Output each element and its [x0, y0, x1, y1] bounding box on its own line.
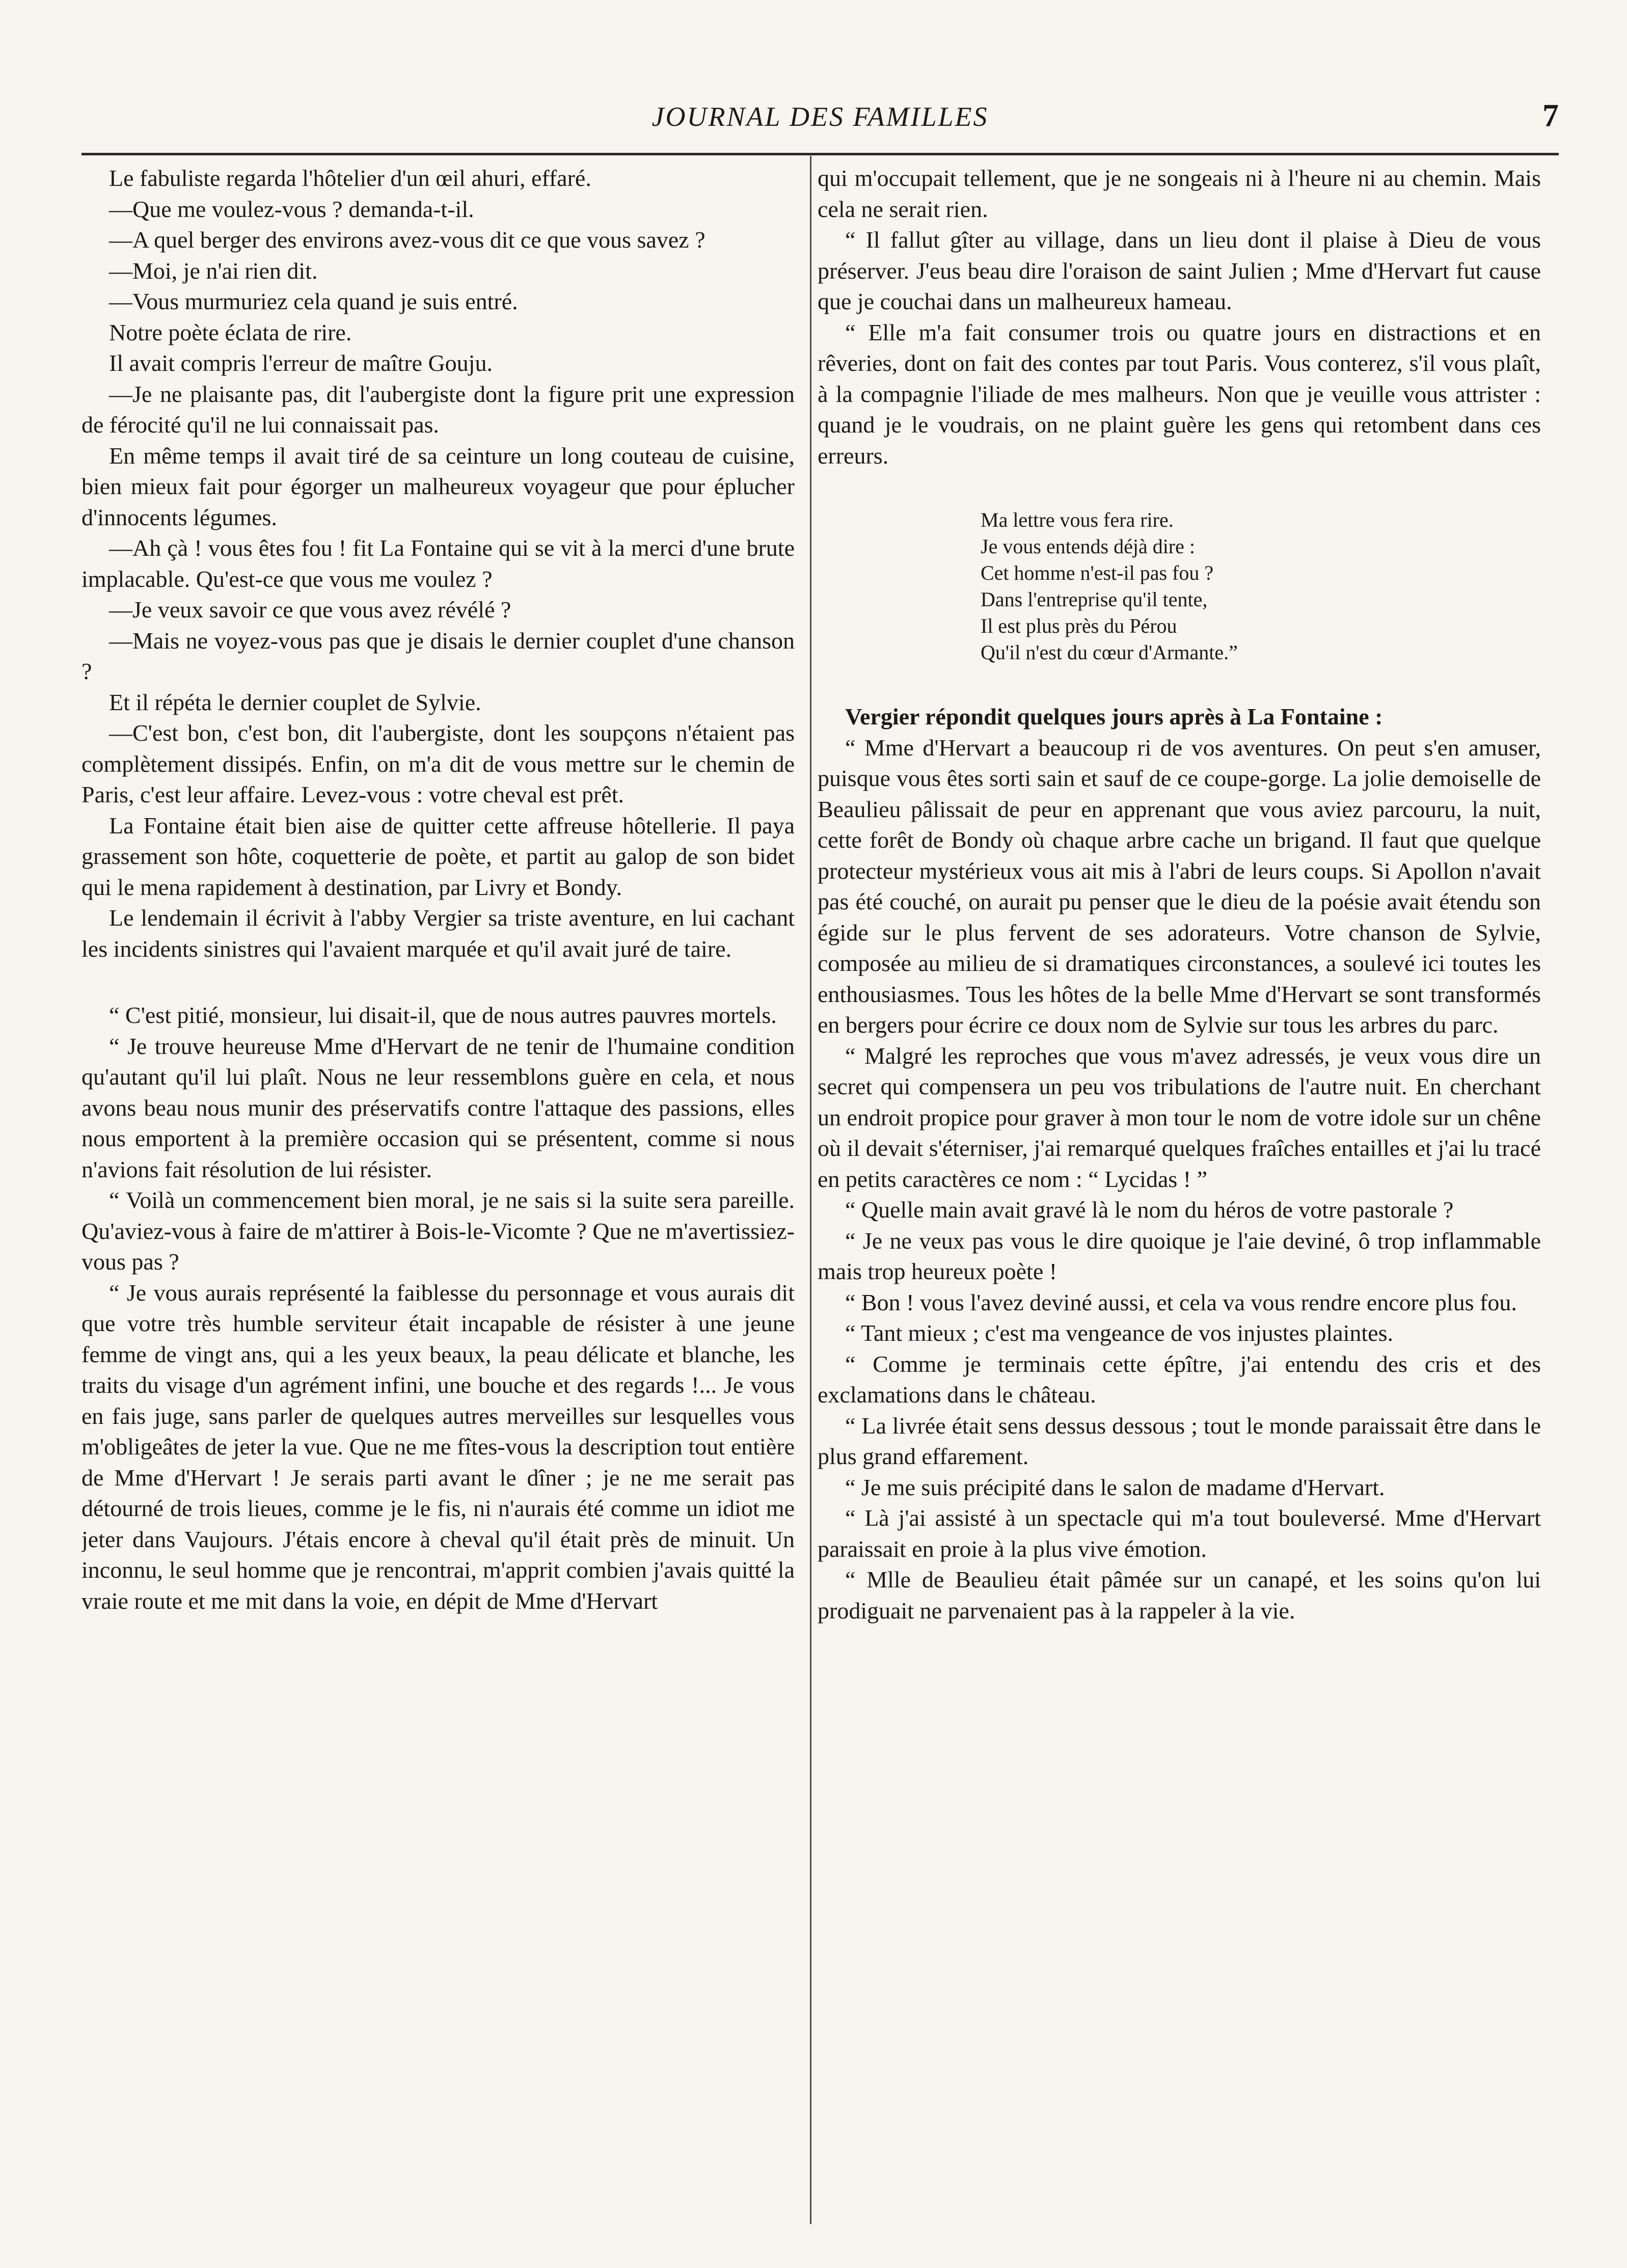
- letter-paragraph: “ Je vous aurais représenté la faiblesse du personnage et vous aurais dit que votre très humble serviteur était incapable de résister à une jeune femme de vingt ans, qui a les yeux beaux, la peau délicate et blanche, les traits du visage d'un agrément infini, une bouche et des regards !... Je vous en fais juge, sans parler de quelques autres merveilles sur lesquelles vous m'obligeâtes de jeter la vue. Que ne me fîtes-vous la description tout entière de Mme d'Hervart ! Je serais parti avant le dîner ; je ne me serait pas détourné de trois lieues, comme je le fis, ni n'aurais été comme un idiot me jeter dans Vaujours. J'étais encore à cheval qu'il était près de minuit. Un inconnu, le seul homme que je rencontrai, m'apprit combien j'avais quitté la vraie route et me mit dans la voie, en dépit de Mme d'Hervart: [82, 1279, 795, 1614]
- verse-line: Cet homme n'est-il pas fou ?: [981, 561, 1214, 584]
- paragraph: —A quel berger des environs avez-vous dit ce que vous savez ?: [109, 227, 706, 253]
- paragraph: —Je veux savoir ce que vous avez révélé ?: [109, 597, 511, 623]
- letter-paragraph: “ Malgré les reproches que vous m'avez adressés, je veux vous dire un secret qui compensera un peu vos tribulations de l'autre nuit. En cherchant un endroit propice pour graver à mon tour le nom de votre idole sur un chêne où il devait s'éterniser, j'ai remarqué quelques fraîches entailles et j'ai lu tracé en petits caractères ce nom : “ Lycidas ! ”: [818, 1042, 1541, 1192]
- verse-line: Qu'il n'est du cœur d'Armante.”: [981, 641, 1238, 664]
- letter-paragraph: “ Elle m'a fait consumer trois ou quatre jours en distractions et en rêveries, dont on fait des contes par tout Paris. Vous conterez, s'il vous plaît, à la compagnie l'iliade de mes malheurs. Non que je veuille vous attrister : quand je le voudrais, on ne plaint guère les gens qui retombent dans ces erreurs.: [818, 319, 1541, 469]
- journal-title: JOURNAL DES FAMILLES: [652, 101, 989, 132]
- paragraph: La Fontaine était bien aise de quitter cette affreuse hôtellerie. Il paya grassement son hôte, coquetterie de poète, et partit au galop de son bidet qui le mena rapidement à destination, par Livry et Bondy.: [82, 812, 795, 900]
- letter-paragraph: “ Bon ! vous l'avez deviné aussi, et cela va vous rendre encore plus fou.: [845, 1289, 1517, 1315]
- paragraph: En même temps il avait tiré de sa ceinture un long couteau de cuisine, bien mieux fait pour égorger un malheureux voyageur que pour éplucher d'innocents légumes.: [82, 442, 795, 530]
- column-divider: [810, 156, 811, 2224]
- letter-paragraph: “ Quelle main avait gravé là le nom du héros de votre pastorale ?: [845, 1197, 1454, 1223]
- letter-paragraph: “ La livrée était sens dessus dessous ; tout le monde paraissait être dans le plus grand effarement.: [818, 1412, 1541, 1469]
- verse-line: Je vous entends déjà dire :: [981, 535, 1195, 558]
- header-rule: [82, 153, 1559, 155]
- page-header: [82, 97, 1559, 158]
- letter-paragraph: “ Mme d'Hervart a beaucoup ri de vos aventures. On peut s'en amuser, puisque vous êtes sorti sain et sauf de ce coupe-gorge. La jolie demoiselle de Beaulieu pâlissait de peur en apprenant que vous aviez parcouru, la nuit, cette forêt de Bondy où chaque arbre cache un brigand. Il faut que quelque protecteur mystérieux vous ait mis à l'abri de leurs coups. Si Apollon n'avait pas été couché, on aurait pu penser que le dieu de la poésie avait étendu son égide sur le plus fervent de ses adorateurs. Votre chanson de Sylvie, composée au milieu de si dramatiques circonstances, a soulevé ici toutes les enthousiasmes. Tous les hôtes de la belle Mme d'Hervart se sont transformés en bergers pour écrire ce doux nom de Sylvie sur tous les arbres du parc.: [818, 734, 1541, 1038]
- paragraph: Le lendemain il écrivit à l'abby Vergier sa triste aventure, en lui cachant les incidents sinistres qui l'avaient marquée et qu'il avait juré de taire.: [82, 905, 795, 962]
- verse-line: Ma lettre vous fera rire.: [981, 508, 1174, 531]
- paragraph: —Mais ne voyez-vous pas que je disais le dernier couplet d'une chanson ?: [82, 627, 795, 684]
- letter-paragraph: “ Voilà un commencement bien moral, je ne sais si la suite sera pareille. Qu'aviez-vous à faire de m'attirer à Bois-le-Vicomte ? Que ne m'avertissiez-vous pas ?: [82, 1187, 795, 1275]
- letter-paragraph: “ Il fallut gîter au village, dans un lieu dont il plaise à Dieu de vous préserver. J'eus beau dire l'oraison de saint Julien ; Mme d'Hervart fut cause que je couchai dans un malheureux hameau.: [818, 227, 1541, 314]
- verse-line: Il est plus près du Pérou: [981, 614, 1177, 637]
- left-column: [82, 163, 795, 2231]
- letter-paragraph: “ Mlle de Beaulieu était pâmée sur un canapé, et les soins qu'on lui prodiguait ne parvenaient pas à la rappeler à la vie.: [818, 1567, 1541, 1624]
- paragraph: Il avait compris l'erreur de maître Gouju.: [109, 350, 493, 376]
- paragraph: Notre poète éclata de rire.: [109, 319, 352, 345]
- paragraph: Le fabuliste regarda l'hôtelier d'un œil ahuri, effaré.: [109, 165, 591, 191]
- right-column: [818, 163, 1541, 2231]
- reply-heading: Vergier répondit quelques jours après à La Fontaine :: [845, 704, 1383, 730]
- letter-paragraph: “ Je ne veux pas vous le dire quoique je l'aie deviné, ô trop inflammable mais trop heureux poète !: [818, 1227, 1541, 1284]
- letter-paragraph: qui m'occupait tellement, que je ne songeais ni à l'heure ni au chemin. Mais cela ne serait rien.: [818, 165, 1541, 222]
- verse-block: [981, 507, 1541, 666]
- verse-line: Dans l'entreprise qu'il tente,: [981, 588, 1208, 611]
- paragraph: —C'est bon, c'est bon, dit l'aubergiste, dont les soupçons n'étaient pas complètement dissipés. Enfin, on m'a dit de vous mettre sur le chemin de Paris, c'est leur affaire. Levez-vous : votre cheval est prêt.: [82, 720, 795, 807]
- letter-paragraph: “ Là j'ai assisté à un spectacle qui m'a tout bouleversé. Mme d'Hervart paraissait en proie à la plus vive émotion.: [818, 1505, 1541, 1562]
- page-number: 7: [1542, 97, 1559, 133]
- paragraph: —Que me voulez-vous ? demanda-t-il.: [109, 196, 474, 222]
- paragraph: —Ah çà ! vous êtes fou ! fit La Fontaine qui se vit à la merci d'une brute implacable. Qu'est-ce que vous me voulez ?: [82, 535, 795, 592]
- letter-paragraph: “ C'est pitié, monsieur, lui disait-il, que de nous autres pauvres mortels.: [109, 1002, 777, 1028]
- paragraph: —Je ne plaisante pas, dit l'aubergiste dont la figure prit une expression de férocité qu'il ne lui connaissait pas.: [82, 381, 795, 438]
- letter-paragraph: “ Je me suis précipité dans le salon de madame d'Hervart.: [845, 1474, 1385, 1500]
- paragraph: Et il répéta le dernier couplet de Sylvie.: [109, 689, 481, 715]
- paragraph: —Vous murmuriez cela quand je suis entré.: [109, 288, 518, 314]
- paragraph: —Moi, je n'ai rien dit.: [109, 257, 318, 284]
- letter-paragraph: “ Tant mieux ; c'est ma vengeance de vos injustes plaintes.: [845, 1320, 1393, 1346]
- letter-paragraph: “ Comme je terminais cette épître, j'ai entendu des cris et des exclamations dans le château.: [818, 1351, 1541, 1408]
- letter-paragraph: “ Je trouve heureuse Mme d'Hervart de ne tenir de l'humaine condition qu'autant qu'il lui plaît. Nous ne leur ressemblons guère en cela, et nous avons beau nous munir des préservatifs contre l'attaque des passions, elles nous emportent à la première occasion qui se présentent, comme si nous n'avions fait résolution de lui résister.: [82, 1033, 795, 1182]
